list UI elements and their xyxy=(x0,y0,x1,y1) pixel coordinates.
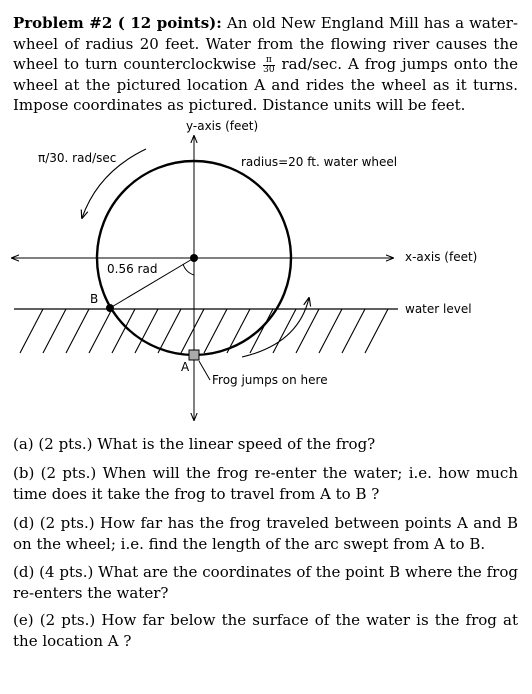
point-a-label: A xyxy=(181,360,190,374)
fraction-denominator: 30 xyxy=(263,64,275,75)
point-a-marker xyxy=(189,350,199,360)
frog-label: Frog jumps on here xyxy=(212,373,328,387)
x-axis-label: x-axis (feet) xyxy=(405,250,478,264)
angle-label: 0.56 rad xyxy=(107,262,158,276)
question-b: (b) (2 pts.) When will the frog re-enter the water; i.e. how much time does it take the frog to travel from A to B ? xyxy=(13,464,518,503)
question-coordinates: (d) (4 pts.) What are the coordinates of the point B where the frog re-enters the water? xyxy=(13,563,518,602)
point-b-label: B xyxy=(90,292,99,306)
question-arc-length: (d) (2 pts.) How far has the frog traveled between points A and B on the wheel; i.e. find the length of the arc swept from A to B. xyxy=(13,514,518,553)
problem-heading: Problem #2 ( 12 points): xyxy=(13,14,222,32)
water-level-label: water level xyxy=(405,302,472,316)
fraction-numerator: π xyxy=(263,56,274,66)
y-axis-label: y-axis (feet) xyxy=(186,119,259,133)
problem-text-2: rad/sec. A frog jumps onto the wheel at the pictured location A and rides the wheel as it turns. Impose coordinates as pictured. Distance units will be feet. xyxy=(13,55,518,115)
question-a: (a) (2 pts.) What is the linear speed of the frog? xyxy=(13,435,376,453)
wheel-center-dot xyxy=(190,254,198,262)
point-b-dot xyxy=(106,304,114,312)
frog-leader-line xyxy=(199,361,210,380)
question-e: (e) (2 pts.) How far below the surface of the water is the frog at the location A ? xyxy=(13,611,518,650)
water-hatching xyxy=(20,309,388,353)
problem-text-1: An old New England Mill has a water-wheel of radius 20 feet. Water from the flowing river causes the wheel to turn counterclockwise xyxy=(13,14,519,74)
angle-arc xyxy=(183,264,194,275)
wheel-label: radius=20 ft. water wheel xyxy=(241,155,398,169)
rate-label: π/30. rad/sec xyxy=(38,151,117,165)
